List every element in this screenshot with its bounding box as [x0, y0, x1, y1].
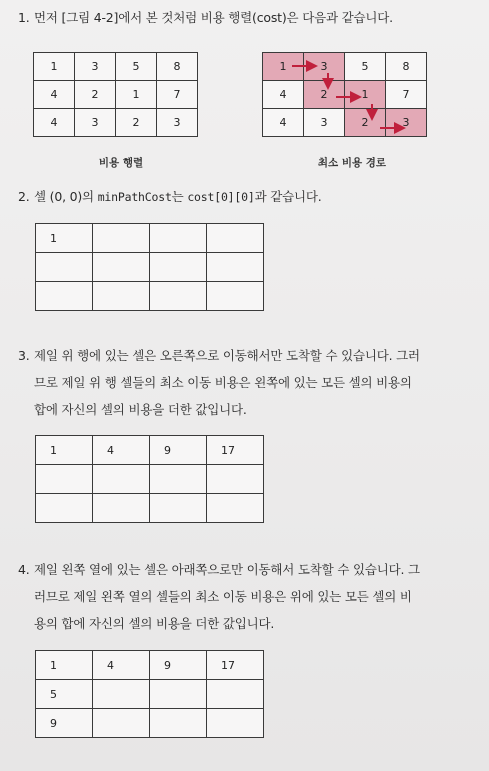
table-cell [150, 680, 207, 709]
step-2-number: 2. [18, 189, 30, 204]
step-2-paragraph [18, 183, 473, 211]
table-cell: 2 [75, 81, 116, 109]
table-cell [207, 465, 264, 494]
table-cell: 1 [34, 53, 75, 81]
cost-matrix-table [33, 52, 198, 137]
table-cell: 5 [345, 53, 386, 81]
table-cell: 4 [263, 81, 304, 109]
table-cell [93, 465, 150, 494]
table-cell-highlighted: 1 [263, 53, 304, 81]
table-cell: 1 [36, 224, 93, 253]
table-cell-highlighted: 3 [304, 53, 345, 81]
table-cell [150, 253, 207, 282]
min-path-caption: 최소 비용 경로 [317, 157, 387, 169]
table-cell [150, 282, 207, 311]
table-cell [36, 494, 93, 523]
grid-step-3 [35, 435, 264, 523]
table-row [36, 465, 264, 494]
table-cell [93, 282, 150, 311]
table-cell: 2 [116, 109, 157, 137]
table-cell: 5 [116, 53, 157, 81]
table-row [36, 436, 264, 465]
grid-step-4 [35, 650, 264, 738]
table-cell [150, 465, 207, 494]
table-cell: 17 [207, 651, 264, 680]
table-cell [207, 680, 264, 709]
table-cell [207, 253, 264, 282]
table-cell: 4 [93, 651, 150, 680]
step-2-code-b: cost[0][0] [187, 190, 255, 204]
table-cell [207, 282, 264, 311]
step-3-paragraph [18, 342, 473, 423]
table-cell: 3 [304, 109, 345, 137]
table-cell: 7 [386, 81, 427, 109]
table-cell [93, 680, 150, 709]
table-cell [36, 282, 93, 311]
table-cell [150, 709, 207, 738]
step-3-line-1 [18, 342, 473, 369]
table-cell [93, 494, 150, 523]
step-2-text-a: 셀 (0, 0)의 [34, 189, 98, 204]
table-cell [93, 253, 150, 282]
table-row [36, 651, 264, 680]
step-4-paragraph [18, 556, 473, 637]
step-3-number: 3. [18, 348, 30, 363]
table-cell: 8 [386, 53, 427, 81]
step-4-line-1 [18, 556, 473, 583]
step-2-code-a: minPathCost [97, 190, 172, 204]
table-cell: 17 [207, 436, 264, 465]
table-cell: 4 [34, 109, 75, 137]
table-cell: 9 [36, 709, 93, 738]
table-cell: 5 [36, 680, 93, 709]
table-cell [207, 224, 264, 253]
table-cell: 1 [36, 651, 93, 680]
table-cell: 3 [75, 53, 116, 81]
table-cell [93, 709, 150, 738]
step-4-text-line-1: 제일 왼쪽 열에 있는 셀은 아래쪽으로만 이동해서 도착할 수 있습니다. 그 [34, 562, 420, 577]
step-4-text-line-3: 용의 합에 자신의 셀의 비용을 더한 값입니다. [34, 616, 275, 631]
table-cell: 4 [93, 436, 150, 465]
table-cell [150, 224, 207, 253]
step-1-text: 먼저 [그림 4-2]에서 본 것처럼 비용 행렬(cost)은 다음과 같습니다. [34, 10, 393, 25]
table-cell-highlighted: 3 [386, 109, 427, 137]
table-row [36, 680, 264, 709]
table-row [36, 494, 264, 523]
table-cell: 1 [36, 436, 93, 465]
table-row [36, 224, 264, 253]
table-cell: 3 [157, 109, 198, 137]
table-cell: 9 [150, 651, 207, 680]
step-1-number: 1. [18, 10, 30, 25]
table-cell: 1 [116, 81, 157, 109]
table-cell: 3 [75, 109, 116, 137]
table-cell [93, 224, 150, 253]
cost-matrix-caption: 비용 행렬 [98, 157, 144, 169]
table-cell: 4 [263, 109, 304, 137]
table-cell [150, 494, 207, 523]
table-cell [207, 494, 264, 523]
table-cell [207, 709, 264, 738]
table-cell-highlighted: 2 [304, 81, 345, 109]
table-cell: 9 [150, 436, 207, 465]
table-cell: 4 [34, 81, 75, 109]
step-3-text-line-1: 제일 위 행에 있는 셀은 오른쪽으로 이동해서만 도착할 수 있습니다. 그러 [34, 348, 420, 363]
table-row [34, 109, 198, 137]
table-row [34, 53, 198, 81]
table-row [36, 282, 264, 311]
step-4-number: 4. [18, 562, 30, 577]
table-row [36, 253, 264, 282]
step-3-text-line-3: 합에 자신의 셀의 비용을 더한 값입니다. [34, 402, 247, 417]
table-cell: 8 [157, 53, 198, 81]
table-row [34, 81, 198, 109]
table-cell [36, 465, 93, 494]
table-cell: 7 [157, 81, 198, 109]
step-2-text-b: 는 [171, 189, 188, 204]
step-1-paragraph [18, 4, 473, 31]
grid-step-2 [35, 223, 264, 311]
step-2-text-c: 과 같습니다. [254, 189, 322, 204]
table-row [36, 709, 264, 738]
table-cell-highlighted: 1 [345, 81, 386, 109]
path-arrows [262, 52, 440, 148]
table-cell [36, 253, 93, 282]
step-3-text-line-2: 므로 제일 위 행 셀들의 최소 이동 비용은 왼쪽에 있는 모든 셀의 비용의 [34, 375, 412, 390]
table-cell-highlighted: 2 [345, 109, 386, 137]
step-4-text-line-2: 러므로 제일 왼쪽 열의 셀들의 최소 이동 비용은 위에 있는 모든 셀의 비 [34, 589, 412, 604]
